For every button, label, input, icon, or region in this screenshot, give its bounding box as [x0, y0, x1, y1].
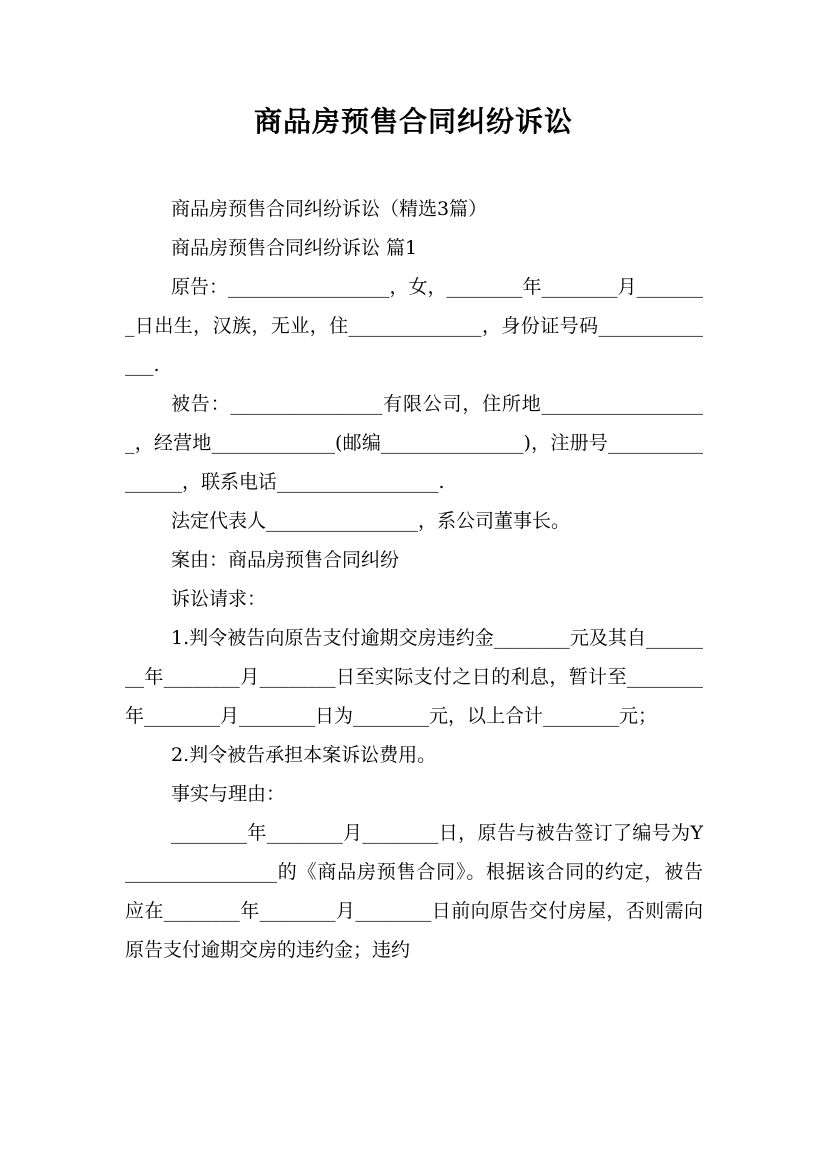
paragraph-defendant: 被告：________________有限公司，住所地__________________，经营地_____________(邮编_______________)，注册号________________，联系电话_________________. [125, 393, 703, 493]
paragraph-cause: 案由：商品房预售合同纠纷 [171, 549, 400, 571]
document-title: 商品房预售合同纠纷诉讼 [253, 105, 573, 138]
paragraph-claim-1: 1.判令被告向原告支付逾期交房违约金________元及其自________年________月________日至实际支付之日的利息，暂计至________年________月________日为________元，以上合计________元； [125, 627, 703, 727]
paragraph-legal-representative: 法定代表人________________，系公司董事长。 [171, 510, 571, 532]
paragraph-facts: ________年________月________日，原告与被告签订了编号为Y________________的《商品房预售合同》。根据该合同的约定，被告应在________年________月________日前向原告交付房屋，否则需向原告支付逾期交房的违约金；违约 [125, 822, 703, 961]
paragraph-claims-heading: 诉讼请求： [171, 588, 267, 610]
paragraph-facts-heading: 事实与理由： [171, 783, 286, 805]
paragraph-subtitle: 商品房预售合同纠纷诉讼（精选3篇） [171, 198, 488, 220]
paragraph-plaintiff: 原告：_________________，女，________年________月________日出生，汉族，无业，住______________，身份证号码______________. [125, 276, 704, 376]
paragraph-section-heading: 商品房预售合同纠纷诉讼 篇1 [171, 237, 418, 259]
paragraph-claim-2: 2.判令被告承担本案诉讼费用。 [171, 744, 437, 766]
document-body [125, 190, 703, 970]
